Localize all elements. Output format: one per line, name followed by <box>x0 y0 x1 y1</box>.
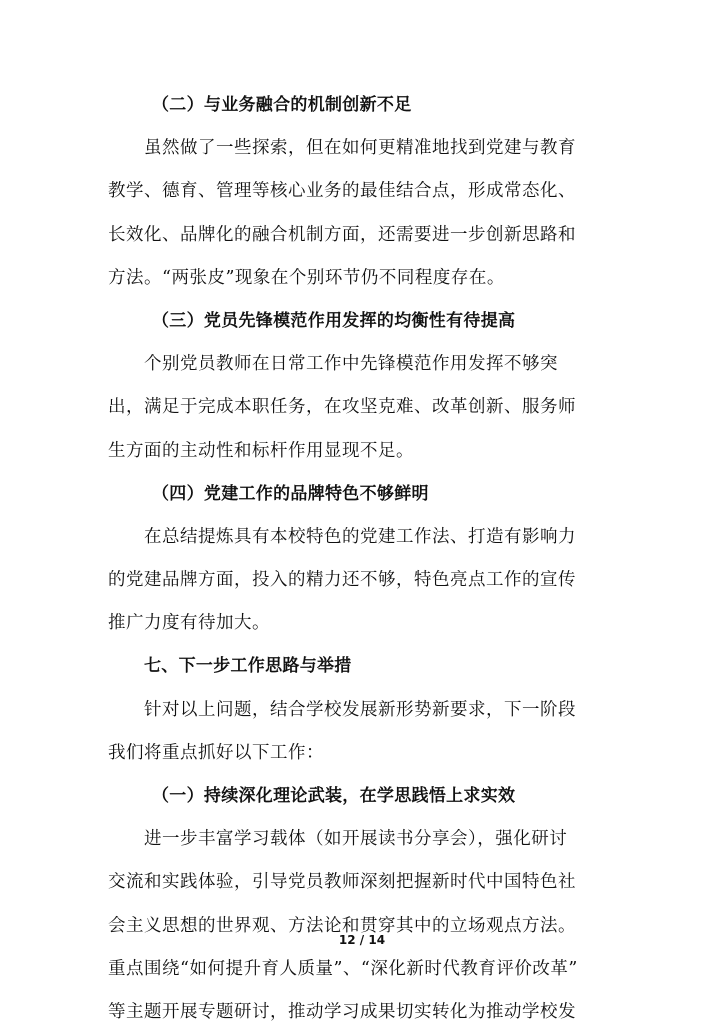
paragraph-line: 长效化、品牌化的融合机制方面，还需要进一步创新思路和 <box>108 224 576 245</box>
section-heading: （三）党员先锋模范作用发挥的均衡性有待提高 <box>152 310 516 331</box>
paragraph-line: 的党建品牌方面，投入的精力还不够，特色亮点工作的宣传 <box>108 570 576 591</box>
paragraph-line: 重点围绕“如何提升育人质量”、“深化新时代教育评价改革” <box>108 958 578 979</box>
paragraph-line: 推广力度有待加大。 <box>108 613 270 634</box>
paragraph-line: 虽然做了一些探索，但在如何更精准地找到党建与教育 <box>144 138 576 159</box>
paragraph-line: 等主题开展专题研讨，推动学习成果切实转化为推动学校发 <box>108 1001 576 1022</box>
paragraph-line: 个别党员教师在日常工作中先锋模范作用发挥不够突 <box>144 354 558 375</box>
paragraph-line: 会主义思想的世界观、方法论和贯穿其中的立场观点方法。 <box>108 915 576 936</box>
paragraph-line: 交流和实践体验，引导党员教师深刻把握新时代中国特色社 <box>108 872 576 893</box>
paragraph-line: 针对以上问题，结合学校发展新形势新要求，下一阶段 <box>144 699 576 720</box>
paragraph-line: 我们将重点抓好以下工作： <box>108 742 324 763</box>
paragraph-line: 在总结提炼具有本校特色的党建工作法、打造有影响力 <box>144 526 576 547</box>
paragraph-line: 进一步丰富学习载体（如开展读书分享会），强化研讨 <box>144 829 568 850</box>
paragraph-line: 教学、德育、管理等核心业务的最佳结合点，形成常态化、 <box>108 181 576 202</box>
section-heading: （一）持续深化理论武装，在学思践悟上求实效 <box>152 786 516 806</box>
document-body <box>108 84 616 1034</box>
section-heading: （四）党建工作的品牌特色不够鲜明 <box>152 483 429 504</box>
paragraph-line: 出，满足于完成本职任务，在攻坚克难、改革创新、服务师 <box>108 397 576 418</box>
paragraph-line: 方法。“两张皮”现象在个别环节仍不同程度存在。 <box>108 267 505 288</box>
section-heading: （二）与业务融合的机制创新不足 <box>152 95 412 115</box>
page-number: 12 / 14 <box>338 933 386 947</box>
chapter-heading: 七、下一步工作思路与举措 <box>144 656 352 677</box>
paragraph-line: 生方面的主动性和标杆作用显现不足。 <box>108 440 414 461</box>
